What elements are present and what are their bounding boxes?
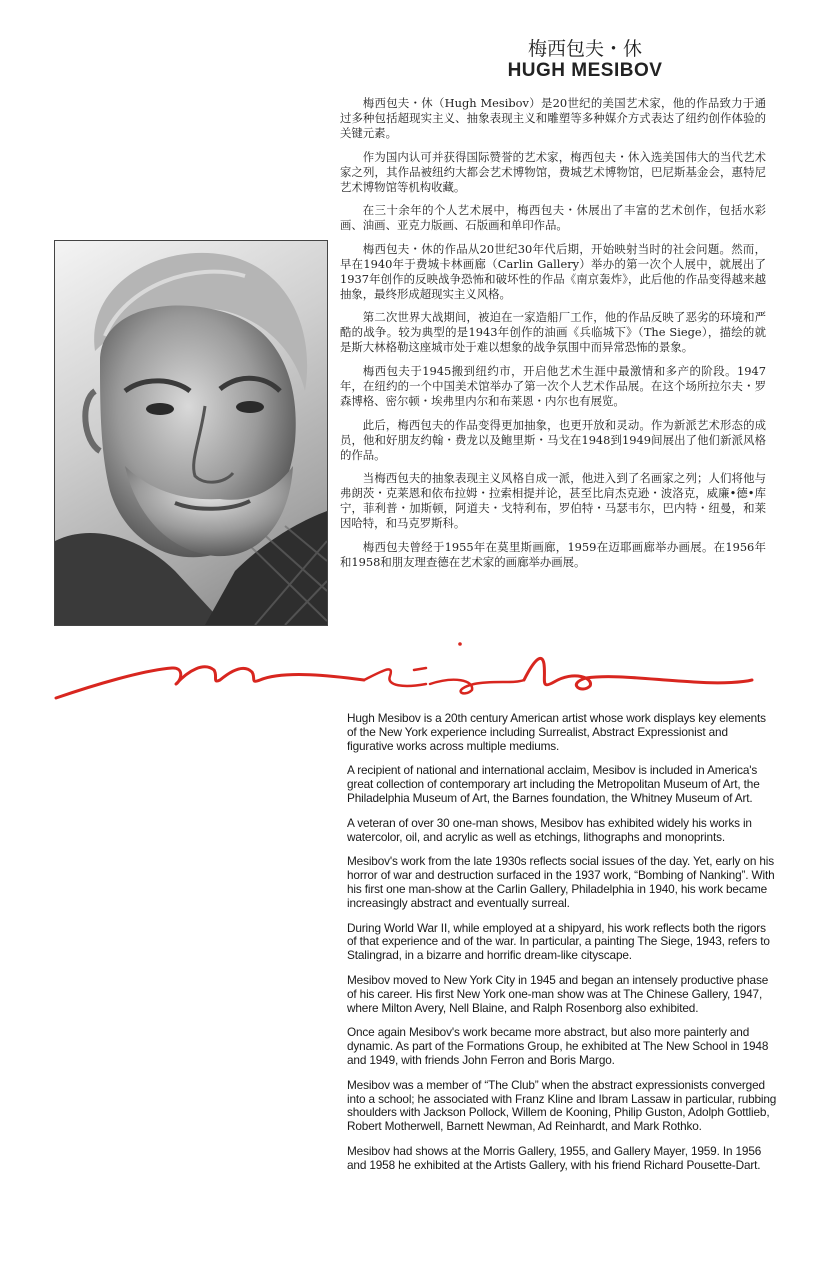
en-paragraph: Mesibov's work from the late 1930s reflects social issues of the day. Yet, early on his horror of war and destruction surfaced in the 1937 work, “Bombing of Nanking”. With his first one man-show at the Carlin Gallery, Philadelphia in 1940, his work became increasingly abstract and eventually surreal.: [347, 854, 775, 910]
page-title-chinese: 梅西包夫・休: [527, 38, 642, 60]
zh-paragraph: 梅西包夫・休（Hugh Mesibov）是20世纪的美国艺术家，他的作品致力于通过多种包括超现实主义、抽象表现主义和雕塑等多种媒介方式表达了纽约创作体验的关键元素。: [340, 96, 766, 140]
signature-strokes: [56, 642, 752, 698]
zh-paragraph: 梅西包夫・休的作品从20世纪30年代后期，开始映射当时的社会问题。然而，早在1940年于费城卡林画廊（Carlin Gallery）举办的第一次个人展中，就展出了1937年创作的反映战争恐怖和破坏性的作品《南京轰炸》，此后他的作品变得越来越抽象，最终形成超现实主义风格。: [340, 241, 766, 301]
zh-paragraph: 第二次世界大战期间，被迫在一家造船厂工作，他的作品反映了恶劣的环境和严酷的战争。较为典型的是1943年创作的油画《兵临城下》（The Siege），描绘的就是斯大林格勒这座城市处于难以想象的战争氛围中而异常恐怖的景象。: [340, 310, 766, 355]
artist-signature: [54, 640, 754, 710]
en-paragraph: Hugh Mesibov is a 20th century American artist whose work displays key elements of the New York experience including Surrealist, Abstract Expressionist and figurative works across multiple mediums.: [347, 711, 766, 753]
chinese-biography: [340, 96, 766, 578]
zh-paragraph: 在三十余年的个人艺术展中，梅西包夫・休展出了丰富的艺术创作，包括水彩画、油画、亚克力版画、石版画和单印作品。: [340, 203, 766, 233]
zh-paragraph: 梅西包夫曾经于1955年在莫里斯画廊，1959在迈耶画廊举办画展。在1956年和1958和朋友理查德在艺术家的画廊举办画展。: [340, 539, 766, 569]
en-paragraph: Mesibov moved to New York City in 1945 and began an intensely productive phase of his career. His first New York one-man show was at The Chinese Gallery, 1947, where Milton Avery, Nell Blaine, and Ralph Rosenborg also exhibited.: [347, 972, 769, 1015]
zh-paragraph: 作为国内认可并获得国际赞誉的艺术家，梅西包夫・休入选美国伟大的当代艺术家之列，其作品被纽约大都会艺术博物馆，费城艺术博物馆，巴尼斯基金会，惠特尼艺术博物馆等机构收藏。: [340, 149, 766, 194]
zh-paragraph: 当梅西包夫的抽象表现主义风格自成一派，他进入到了名画家之列；人们将他与弗朗茨・克莱恩和依布拉姆・拉索相提并论，甚至比肩杰克逊・波洛克，威廉•德•库宁，菲利普・加斯顿，阿道夫・戈特利布，罗伯特・马瑟韦尔，巴内特・纽曼，和莱因哈特，和马克罗斯科。: [340, 471, 766, 531]
en-paragraph: During World War II, while employed at a shipyard, his work reflects both the rigors of that experience and of the war. In particular, a painting The Siege, 1943, refers to Stalingrad, in a bizarre and horrific dream-like cityscape.: [347, 920, 770, 963]
page-title-english: HUGH MESIBOV: [507, 60, 663, 81]
artist-portrait-photo: [54, 240, 328, 626]
en-paragraph: Mesibov had shows at the Morris Gallery, 1955, and Gallery Mayer, 1959. In 1956 and 1958 he exhibited at the Artists Gallery, with his friend Richard Pousette-Dart.: [347, 1143, 762, 1172]
en-paragraph: Once again Mesibov's work became more abstract, but also more painterly and dynamic. As part of the Formations Group, he exhibited at The New School in 1948 and 1949, with friends John Ferron and Boris Margo.: [347, 1025, 769, 1067]
zh-paragraph: 此后，梅西包夫的作品变得更加抽象，也更开放和灵动。作为新派艺术形态的成员，他和好朋友约翰・费龙以及鲍里斯・马戈在1948到1949间展出了他们新派风格的作品。: [340, 417, 766, 462]
english-biography: [347, 712, 777, 1184]
en-paragraph: Mesibov was a member of “The Club” when the abstract expressionists converged into a school; he associated with Franz Kline and Ibram Lassaw in particular, rubbing shoulders with Jackson Pollock, Willem de Kooning, Philip Guston, Adolph Gottlieb, Robert Motherwell, Barnett Newman, Ad Reinhardt, and Mark Rothko.: [347, 1077, 777, 1134]
en-paragraph: A recipient of national and international acclaim, Mesibov is included in America's great collection of contemporary art including the Metropolitan Museum of Art, the Philadelphia Museum of Art, the Barnes foundation, the Whitney Museum of Art.: [347, 763, 760, 805]
en-paragraph: A veteran of over 30 one-man shows, Mesibov has exhibited widely his works in watercolor, oil, and acrylic as well as etchings, lithographs and monoprints.: [347, 815, 752, 844]
zh-paragraph: 梅西包夫于1945搬到纽约市，开启他艺术生涯中最激情和多产的阶段。1947年，在纽约的一个中国美术馆举办了第一次个人艺术作品展。在这个场所拉尔夫・罗森博格、密尔顿・埃弗里内尔和布莱恩・内尔也有展览。: [340, 363, 766, 408]
portrait-illustration: [55, 241, 327, 625]
